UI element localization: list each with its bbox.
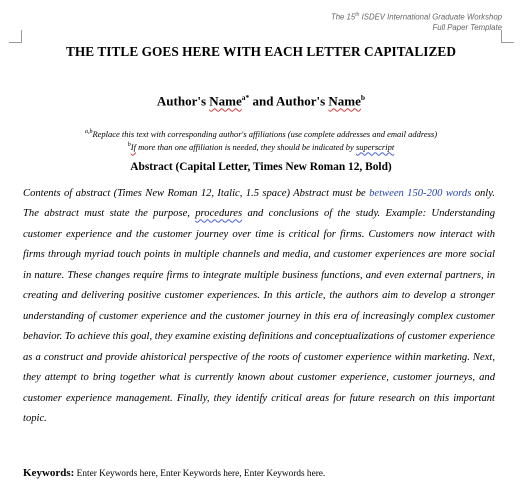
affiliations bbox=[0, 127, 522, 153]
author-2-name: Name bbox=[328, 93, 361, 109]
abstract-heading: Abstract (Capital Letter, Times New Roman 12, Bold) bbox=[130, 161, 392, 173]
affiliation-line-2: $^b$If more than one affiliation is needed, they should be indicated by superscript bbox=[127, 141, 395, 152]
affiliation-line-1: $^{a,b}$Replace this text with corresponding author's affiliations (use complete addresses and email address) bbox=[84, 128, 438, 139]
keywords-label: Keywords: bbox=[23, 467, 75, 479]
paper-title: THE TITLE GOES HERE WITH EACH LETTER CAPITALIZED bbox=[66, 44, 456, 59]
word-limit-highlight: between 150-200 words bbox=[369, 188, 472, 199]
keywords-line bbox=[23, 467, 325, 479]
superscript-word: superscript bbox=[355, 141, 395, 152]
header-line-1: The 15th ISDEV International Graduate Workshop bbox=[330, 12, 502, 22]
author-line: Author's Name$^{a*}$ and Author's Name$^b$ bbox=[156, 93, 366, 109]
running-header bbox=[331, 10, 502, 33]
keywords-text: Enter Keywords here, Enter Keywords here, Enter Keywords here. bbox=[74, 469, 326, 479]
abstract-body: Contents of abstract (Times New Roman 12, Italic, 1.5 space) Abstract must be between 150-200 words only. The abstract must state the purpose, procedures and conclusions of the study. Example: Understanding customer experience and the customer journey over time is critical for firms. Customers now interact with firms through myriad touch points in multiple channels and media, and customer experiences are more social in nature. These changes require firms to integrate multiple business functions, and even external partners, in creating and delivering positive customer experiences. In this article, the authors aim to develop a stronger understanding of customer experience and the customer journey in this era of increasingly complex customer behavior. To achieve this goal, they examine existing definitions and conceptualizations of customer experience as a construct and provide ahistorical perspective of the roots of customer experience within marketing. Next, they attempt to bring together what is currently known about customer experience, customer journeys, and customer experience management. Finally, they identify critical areas for future research on this important topic. bbox=[23, 188, 495, 424]
margin-corner-mark-right bbox=[501, 30, 514, 43]
header-line-2: Full Paper Template bbox=[432, 22, 502, 32]
procedures-word: procedures bbox=[195, 208, 243, 220]
margin-corner-mark-left bbox=[9, 30, 22, 43]
author-1-name: Name bbox=[209, 93, 242, 109]
